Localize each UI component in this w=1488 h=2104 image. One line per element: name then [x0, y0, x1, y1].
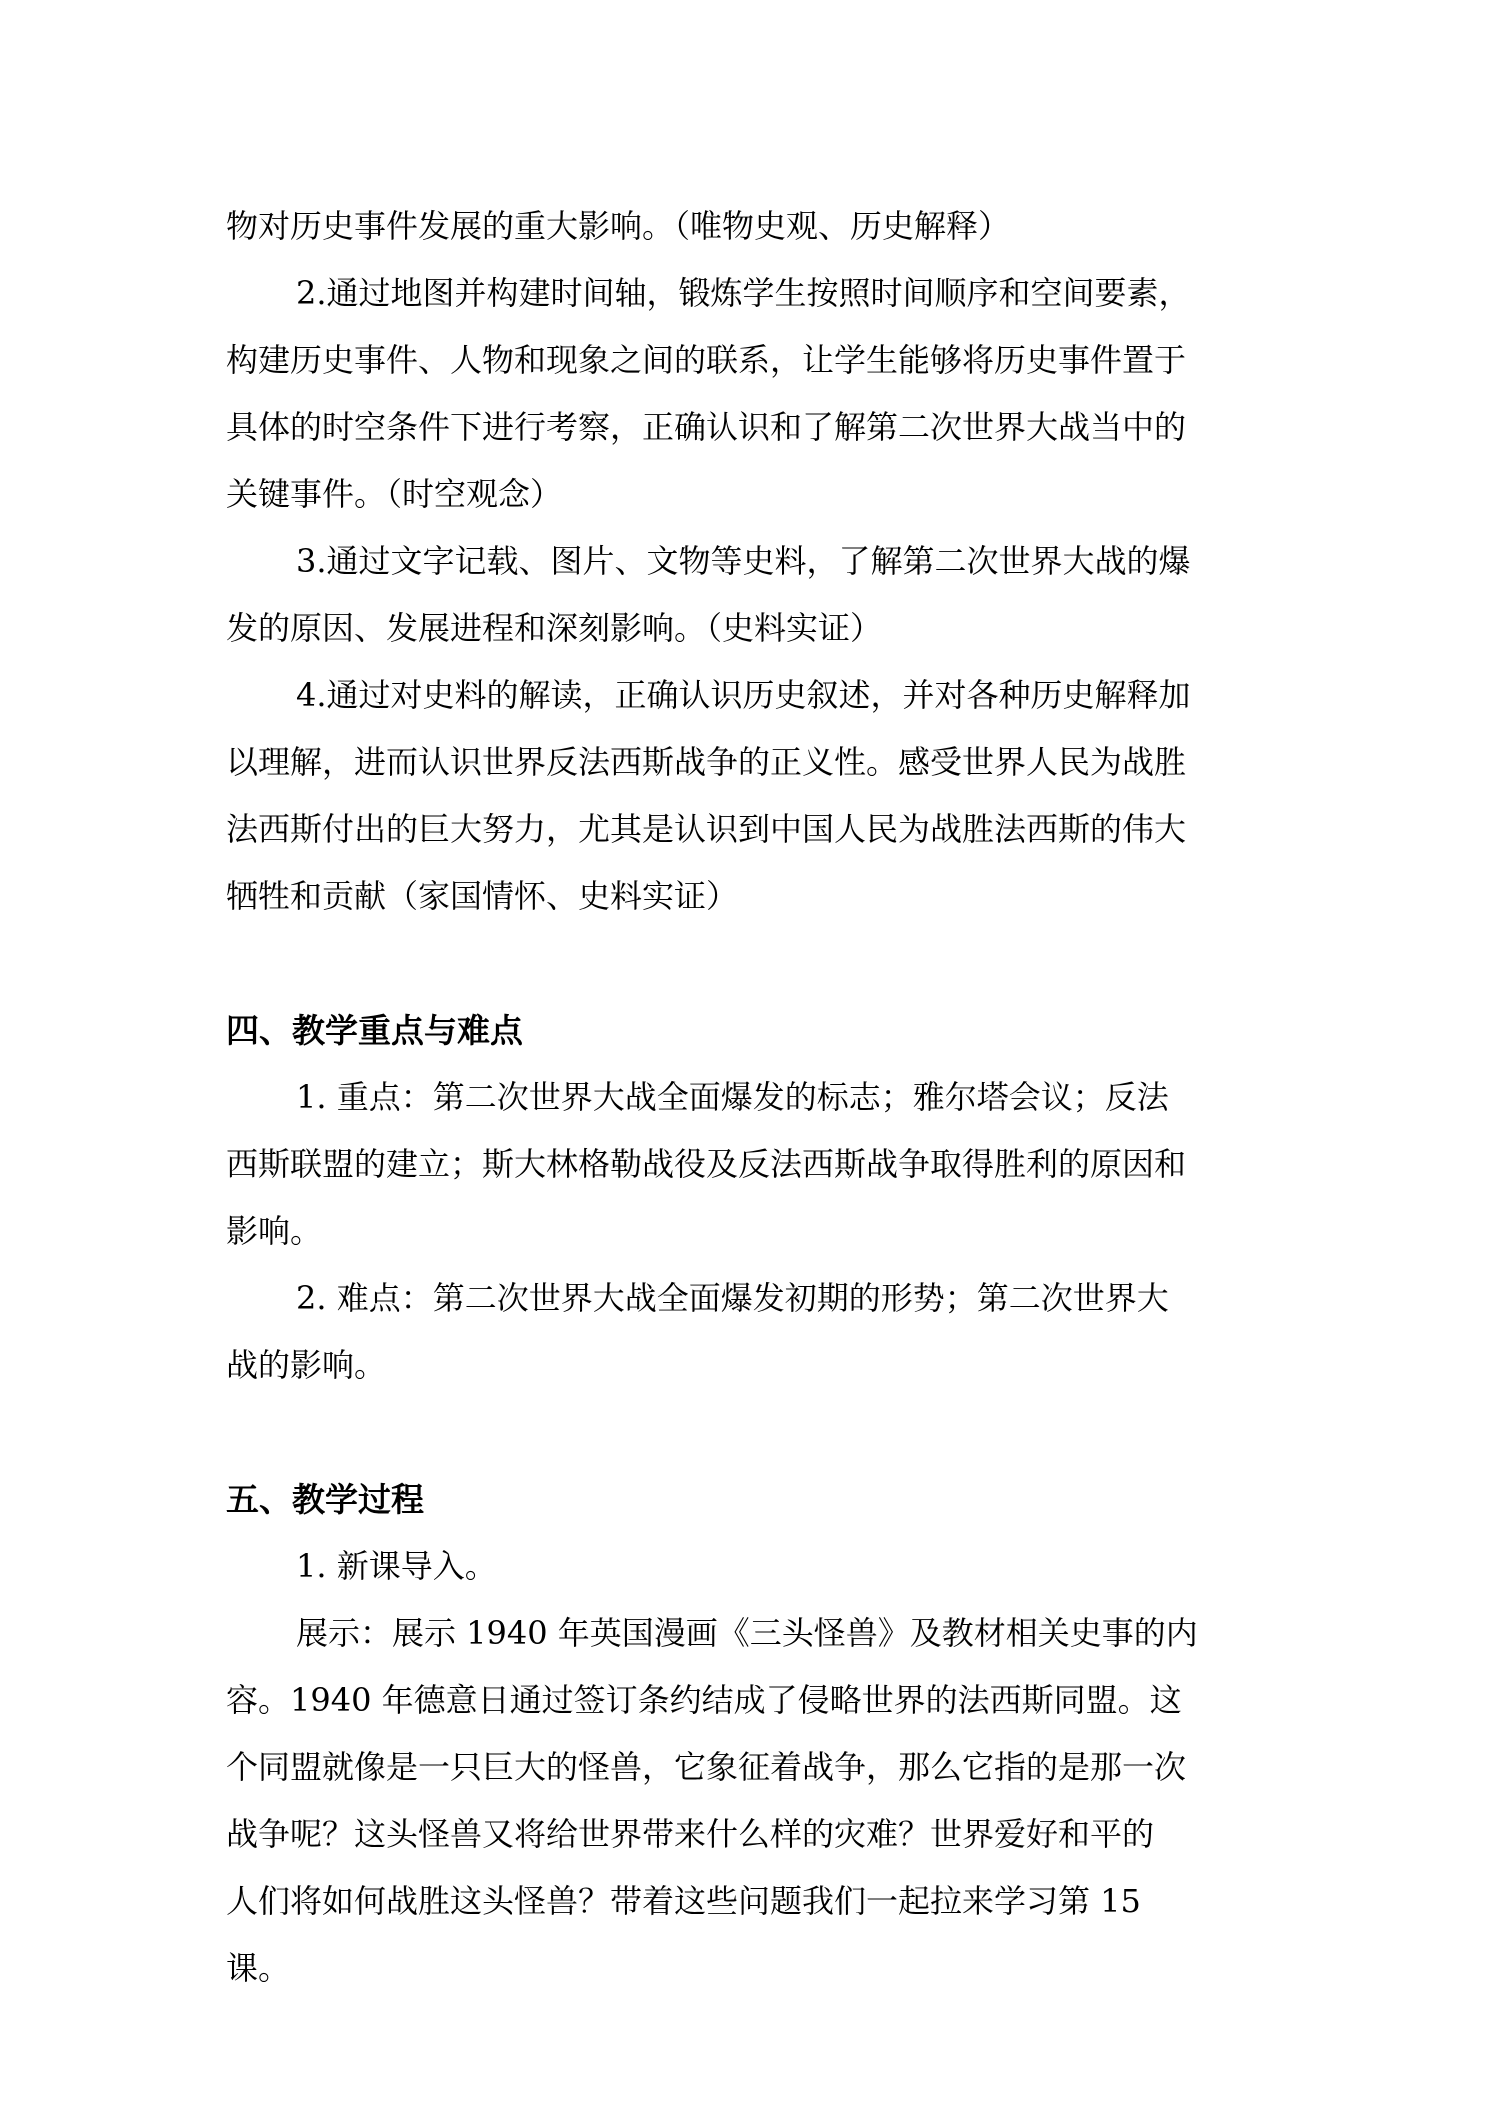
text-line: 容。1940 年德意日通过签订条约结成了侵略世界的法西斯同盟。这	[226, 1681, 1182, 1719]
text-line: 课。	[226, 1949, 291, 1987]
text-line: 人们将如何战胜这头怪兽？带着这些问题我们一起拉来学习第 15	[226, 1882, 1141, 1920]
text-line: 西斯联盟的建立；斯大林格勒战役及反法西斯战争取得胜利的原因和	[226, 1145, 1187, 1183]
text-line: 法西斯付出的巨大努力，尤其是认识到中国人民为战胜法西斯的伟大	[226, 810, 1187, 848]
section-spacer	[226, 930, 1268, 997]
section-spacer	[226, 1399, 1268, 1466]
objective-4-paragraph	[226, 662, 1268, 930]
step-1-paragraph	[226, 1533, 1268, 1600]
text-line: 2.通过地图并构建时间轴，锻炼学生按照时间顺序和空间要素，	[296, 274, 1191, 312]
text-line: 物对历史事件发展的重大影响。（唯物史观、历史解释）	[226, 207, 1011, 245]
intro-paragraph	[226, 1600, 1268, 2002]
text-line: 以理解，进而认识世界反法西斯战争的正义性。感受世界人民为战胜	[226, 743, 1187, 781]
text-line: 1. 新课导入。	[296, 1547, 497, 1585]
text-line: 牺牲和贡献（家国情怀、史料实证）	[226, 877, 739, 915]
text-line: 战争呢？这头怪兽又将给世界带来什么样的灾难？世界爱好和平的	[226, 1815, 1155, 1853]
text-line: 战的影响。	[226, 1346, 387, 1384]
text-line: 发的原因、发展进程和深刻影响。（史料实证）	[226, 609, 883, 647]
section-5-heading: 五、教学过程	[226, 1480, 424, 1519]
text-line: 4.通过对史料的解读，正确认识历史叙述，并对各种历史解释加	[296, 676, 1191, 714]
text-line: 3.通过文字记载、图片、文物等史料，了解第二次世界大战的爆	[296, 542, 1191, 580]
text-line: 展示：展示 1940 年英国漫画《三头怪兽》及教材相关史事的内	[296, 1614, 1198, 1652]
text-line: 关键事件。（时空观念）	[226, 475, 563, 513]
section-4-heading: 四、教学重点与难点	[226, 1011, 523, 1050]
key-point-paragraph	[226, 1064, 1268, 1265]
text-line: 2. 难点：第二次世界大战全面爆发初期的形势；第二次世界大	[296, 1279, 1169, 1317]
text-line: 具体的时空条件下进行考察，正确认识和了解第二次世界大战当中的	[226, 408, 1187, 446]
text-line: 1. 重点：第二次世界大战全面爆发的标志；雅尔塔会议；反法	[296, 1078, 1169, 1116]
text-line: 构建历史事件、人物和现象之间的联系，让学生能够将历史事件置于	[226, 341, 1187, 379]
difficulty-paragraph	[226, 1265, 1268, 1399]
objectives-continued-paragraph	[226, 193, 1268, 260]
objective-2-paragraph	[226, 260, 1268, 528]
text-line: 影响。	[226, 1212, 323, 1250]
text-line: 个同盟就像是一只巨大的怪兽，它象征着战争，那么它指的是那一次	[226, 1748, 1187, 1786]
objective-3-paragraph	[226, 528, 1268, 662]
